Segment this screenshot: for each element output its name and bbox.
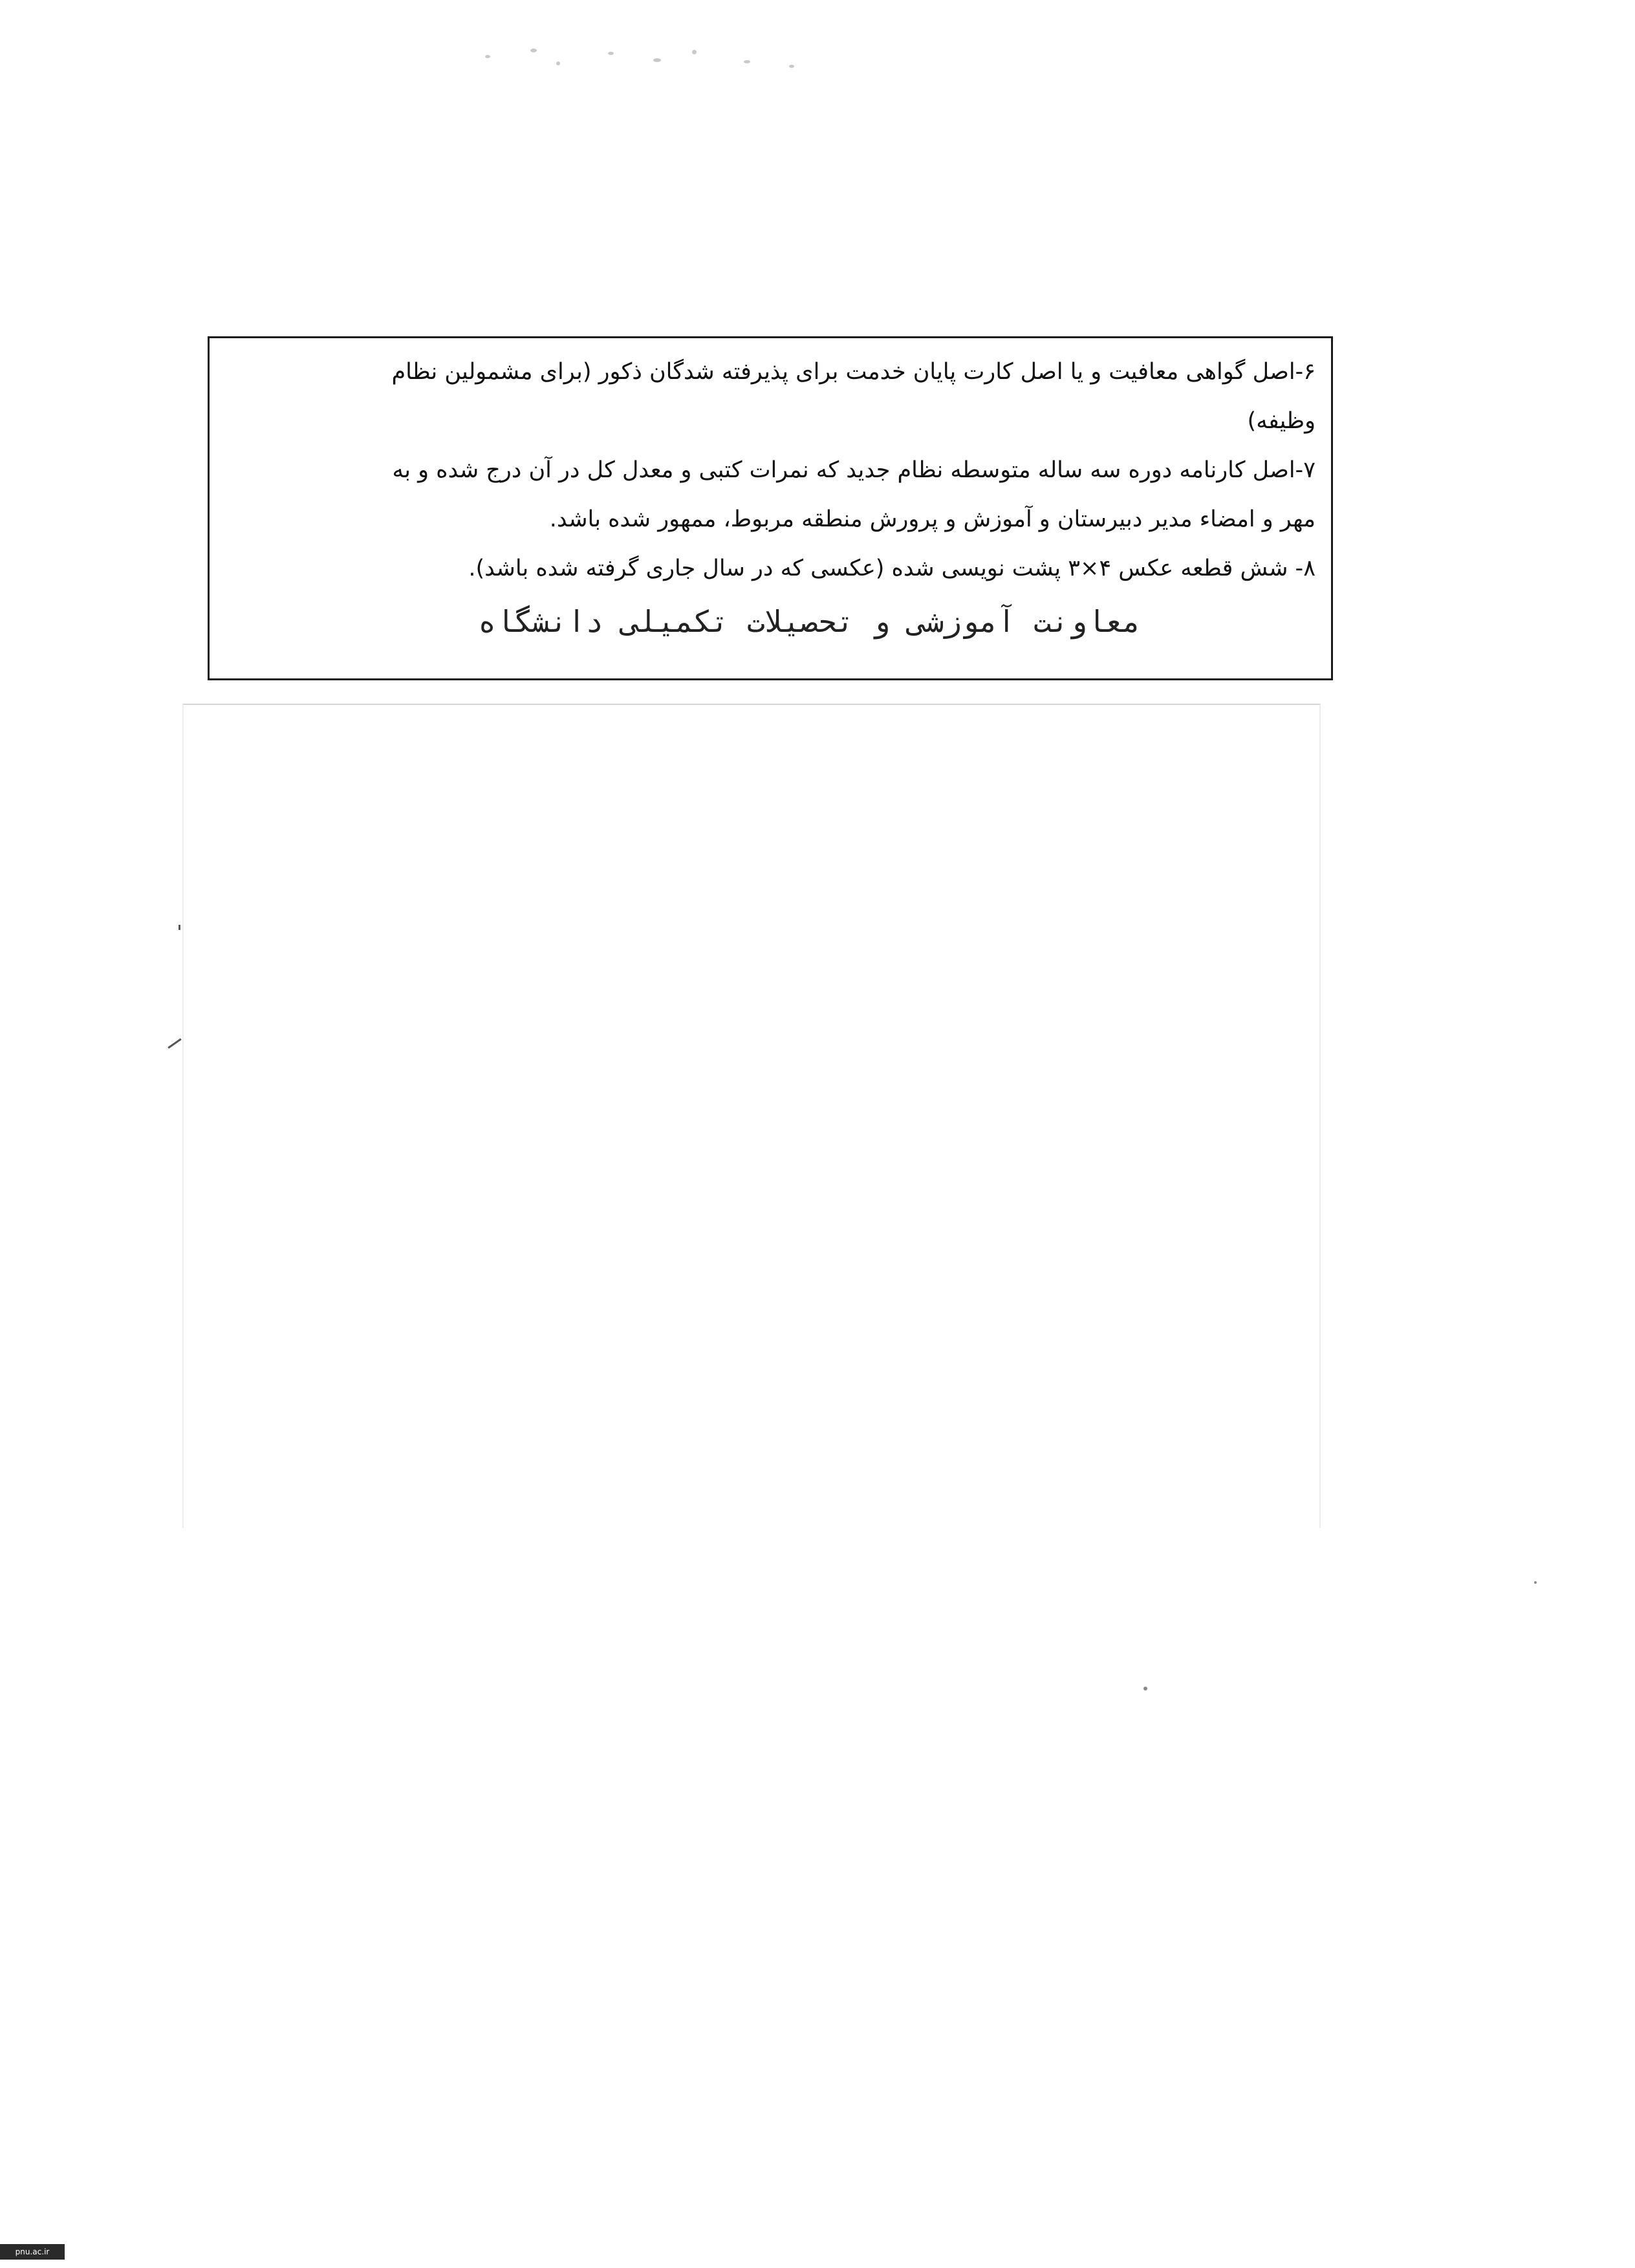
scan-dot bbox=[1534, 1581, 1537, 1584]
requirement-item-7-line-1: ۷-اصل کارنامه دوره سه ساله متوسطه نظام جدید که نمرات کتبی و معدل کل در آن درج شده و به bbox=[392, 457, 1316, 483]
scan-speck bbox=[653, 58, 661, 62]
scan-speck bbox=[530, 49, 537, 52]
scan-speck bbox=[556, 61, 560, 65]
requirement-item-6-line-2: وظیفه) bbox=[1247, 408, 1316, 434]
scan-mark bbox=[168, 1038, 181, 1048]
requirement-item-7-line-2: مهر و امضاء مدیر دبیرستان و آموزش و پرورش منطقه مربوط، ممهور شده باشد. bbox=[549, 506, 1316, 532]
watermark-stamp: pnu.ac.ir bbox=[0, 2244, 65, 2260]
scan-speck bbox=[608, 52, 614, 55]
scan-speck bbox=[692, 50, 697, 54]
scan-speck bbox=[789, 65, 794, 68]
scan-dot bbox=[1143, 1687, 1147, 1690]
requirement-item-6-line-1: ۶-اصل گواهی معافیت و یا اصل کارت پایان خدمت برای پذیرفته شدگان ذکور (برای مشمولین نظام bbox=[391, 359, 1316, 385]
scan-specks bbox=[479, 36, 815, 81]
scan-mark bbox=[179, 925, 180, 930]
scan-speck bbox=[485, 55, 490, 58]
office-name: معاونت آموزشی و تحصیلات تکمیلی دانشگاه bbox=[478, 604, 1141, 639]
scan-speck bbox=[744, 60, 750, 63]
scanned-blank-frame bbox=[182, 704, 1321, 1528]
requirement-item-8: ۸- شش قطعه عکس ۴×۳ پشت نویسی شده (عکسی که در سال جاری گرفته شده باشد). bbox=[468, 556, 1316, 581]
requirements-box bbox=[208, 336, 1333, 680]
